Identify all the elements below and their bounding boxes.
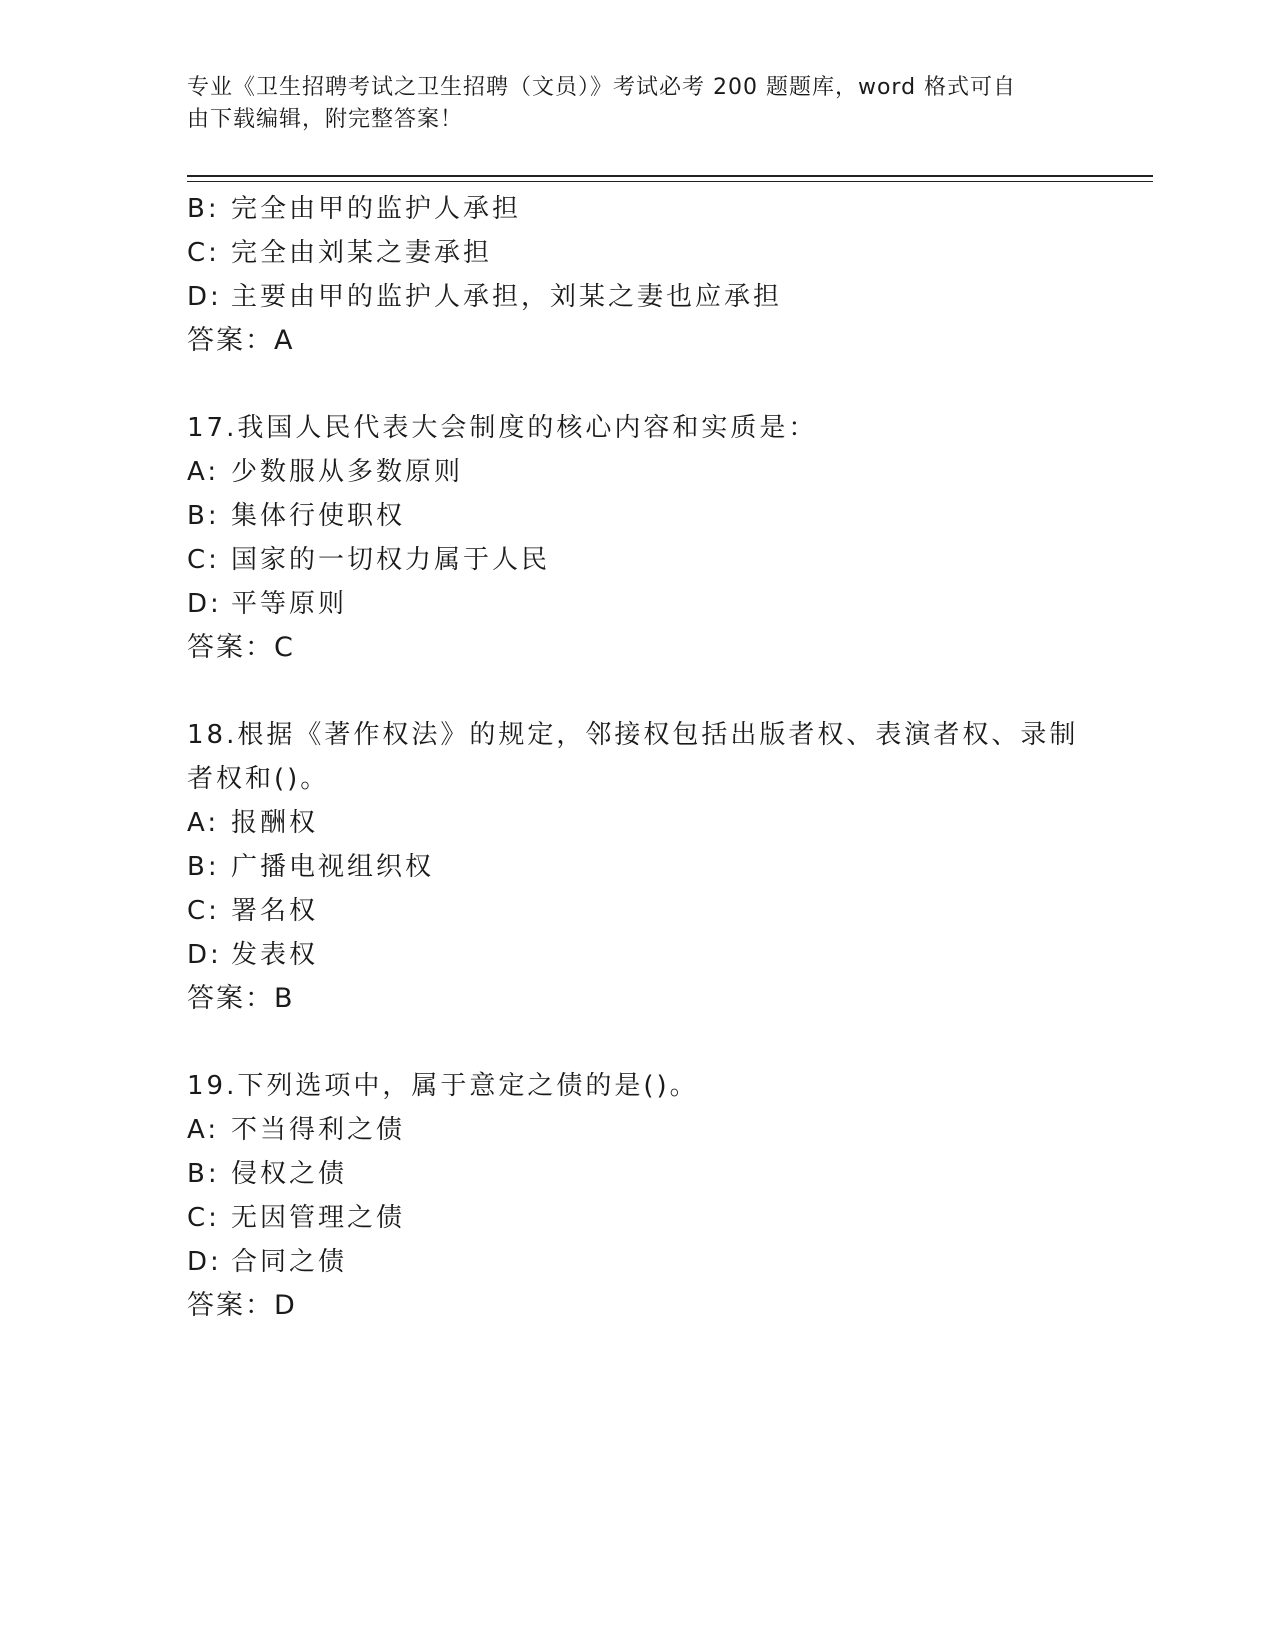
option-letter: D:: [187, 1247, 222, 1277]
option-letter: B:: [187, 501, 220, 531]
option-letter: D:: [187, 940, 222, 970]
option-letter: A:: [187, 1115, 220, 1145]
answer-line: 答案：C: [187, 632, 295, 663]
option-text: 报酬权: [231, 808, 319, 838]
option-text: 发表权: [231, 940, 319, 970]
option-letter: C:: [187, 238, 220, 268]
option-b: [187, 1157, 1087, 1191]
option-text: 完全由刘某之妻承担: [231, 238, 493, 268]
option-text: 完全由甲的监护人承担: [231, 194, 522, 224]
option-letter: B:: [187, 194, 220, 224]
option-letter: B:: [187, 1159, 220, 1189]
option-letter: C:: [187, 545, 220, 575]
option-text: 署名权: [231, 896, 319, 926]
option-b: [187, 499, 1087, 533]
option-a: [187, 806, 1087, 840]
option-text: 平等原则: [231, 589, 348, 619]
option-b: [187, 192, 1087, 226]
option-d: [187, 280, 1087, 314]
question-stem-continued: 者权和()。: [187, 764, 330, 794]
option-text: 少数服从多数原则: [231, 457, 464, 487]
option-a: [187, 1113, 1087, 1147]
option-c: [187, 236, 1087, 270]
question-stem: 18.根据《著作权法》的规定，邻接权包括出版者权、表演者权、录制: [187, 720, 1079, 750]
option-letter: B:: [187, 852, 220, 882]
option-d: [187, 938, 1087, 972]
answer-line: 答案：B: [187, 983, 295, 1014]
option-c: [187, 543, 1087, 577]
option-text: 无因管理之债: [231, 1203, 406, 1233]
option-letter: C:: [187, 896, 220, 926]
header-line-2: 由下载编辑，附完整答案！: [187, 107, 464, 132]
option-letter: A:: [187, 457, 220, 487]
option-text: 不当得利之债: [231, 1115, 406, 1145]
option-d: [187, 587, 1087, 621]
header-divider-thin: [187, 181, 1153, 182]
answer-line: 答案：D: [187, 1290, 297, 1321]
option-text: 广播电视组织权: [231, 852, 435, 882]
option-a: [187, 455, 1087, 489]
question-stem: 17.我国人民代表大会制度的核心内容和实质是：: [187, 413, 818, 443]
option-text: 主要由甲的监护人承担，刘某之妻也应承担: [231, 282, 783, 312]
option-text: 国家的一切权力属于人民: [231, 545, 551, 575]
option-letter: A:: [187, 808, 220, 838]
option-letter: D:: [187, 282, 222, 312]
option-letter: C:: [187, 1203, 220, 1233]
option-d: [187, 1245, 1087, 1279]
option-b: [187, 850, 1087, 884]
header-line-1: 专业《卫生招聘考试之卫生招聘（文员）》考试必考 200 题题库，word 格式可自: [187, 75, 1017, 100]
option-text: 合同之债: [231, 1247, 348, 1277]
option-c: [187, 1201, 1087, 1235]
option-text: 侵权之债: [231, 1159, 348, 1189]
option-text: 集体行使职权: [231, 501, 406, 531]
option-letter: D:: [187, 589, 222, 619]
document-header: [187, 72, 1067, 136]
answer-line: 答案：A: [187, 325, 295, 356]
option-c: [187, 894, 1087, 928]
question-stem: 19.下列选项中，属于意定之债的是()。: [187, 1071, 699, 1101]
header-divider-thick: [187, 175, 1153, 177]
